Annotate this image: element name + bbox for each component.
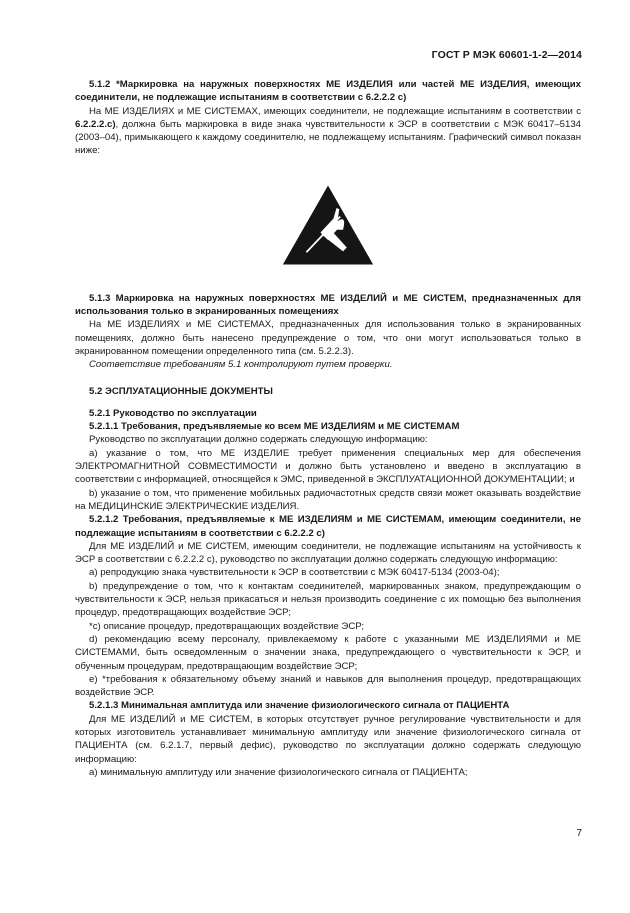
body-start: На МЕ ИЗДЕЛИЯХ и МЕ СИСТЕМАХ, имеющих соединители, не подлежащие испытаниям в соответствии с [89, 105, 581, 117]
section-5-1-3-heading: 5.1.3 Маркировка на наружных поверхностях МЕ ИЗДЕЛИЙ и МЕ СИСТЕМ, предназначенных для использования только в экранированных помещениях [75, 292, 581, 318]
section-5-2-1-1-intro: Руководство по эксплуатации должно содержать следующую информацию: [89, 434, 428, 446]
list-item: а) репродукцию знака чувствительности к ЭСР в соответствии с МЭК 60417-5134 (2003-04); [89, 567, 500, 579]
compliance-note: Соответствие требованиям 5.1 контролируют путем проверки. [89, 359, 393, 371]
list-item: d) рекомендацию всему персоналу, привлекаемому к работе с указанными МЕ ИЗДЕЛИЯМИ и МЕ СИСТЕМАМИ, быть осведомленным о значении знака, предупреждающего о чувствительности к ЭСР, и обученным процедурам, предотвращающим воздействие ЭСР; [75, 633, 581, 672]
body-end: , должна быть маркировка в виде знака чувствительности к ЭСР в соответствии с МЭК 60417–5134 (2003–04), примыкающего к каждому соединителю, не подлежащему испытаниям. Графический символ показан ниже: [75, 118, 581, 157]
section-5-1-2-heading: 5.1.2 *Маркировка на наружных поверхностях МЕ ИЗДЕЛИЯ или частей МЕ ИЗДЕЛИЯ, имеющих соединители, не подлежащие испытаниям в соответствии с 6.2.2.2 с) [75, 79, 581, 104]
esd-susceptibility-icon [281, 183, 375, 267]
list-item: а) минимальную амплитуду или значение физиологического сигнала от ПАЦИЕНТА; [89, 766, 468, 778]
list-item: *c) описание процедур, предотвращающих воздействие ЭСР; [89, 620, 365, 632]
clause-reference: 6.2.2.2.с) [75, 118, 116, 130]
section-5-1-3-body: На МЕ ИЗДЕЛИЯХ и МЕ СИСТЕМАХ, предназначенных для использования только в экранированных помещениях, должно быть нанесено предупреждение о том, что они могут использоваться только в экранированном помещении определенного типа (см. 5.2.2.3). [75, 319, 581, 357]
section-5-2-1-3-heading: 5.2.1.3 Минимальная амплитуда или значение физиологического сигнала от ПАЦИЕНТА [89, 700, 510, 712]
page-content [75, 78, 581, 779]
standard-header: ГОСТ Р МЭК 60601-1-2—2014 [431, 49, 582, 61]
section-5-2-1-2-intro: Для МЕ ИЗДЕЛИЙ и МЕ СИСТЕМ, имеющим соединители, не подлежащие испытаниям на устойчивость к ЭСР в соответствии с 6.2.2.2 с), руководство по эксплуатации должно содержать следующую информацию: [75, 540, 581, 566]
section-5-2-1-heading: 5.2.1 Руководство по эксплуатации [89, 407, 257, 419]
section-5-2-heading: 5.2 ЭСПЛУАТАЦИОННЫЕ ДОКУМЕНТЫ [89, 385, 273, 397]
list-item: е) *требования к обязательному объему знаний и навыков для выполнения процедур, предотвращающих воздействие ЭСР. [75, 673, 581, 699]
section-5-2-1-1-heading: 5.2.1.1 Требования, предъявляемые ко всем МЕ ИЗДЕЛИЯМ и МЕ СИСТЕМАМ [89, 421, 460, 433]
list-item: b) указание о том, что применение мобильных радиочастотных средств связи может оказывать воздействие на МЕДИЦИНСКИЕ ЭЛЕКТРИЧЕСКИЕ ИЗДЕЛИЯ. [75, 487, 581, 512]
list-item: а) указание о том, что МЕ ИЗДЕЛИЕ требует применения специальных мер для обеспечения ЭЛЕКТРОМАГНИТНОЙ СОВМЕСТИМОСТИ и должно быть установлено и введено в эксплуатацию в соответствии с информацией, относящейся к ЭМС, приведенной в ЭКСПЛУАТАЦИОННОЙ ДОКУМЕНТАЦИИ; и [75, 447, 581, 486]
section-5-1-2-body [75, 105, 581, 158]
section-5-2-1-2-heading: 5.2.1.2 Требования, предъявляемые к МЕ ИЗДЕЛИЯМ и МЕ СИСТЕМАМ, имеющим соединители, не подлежащие испытаниям в соответствии с 6.2.2.2 с) [75, 514, 581, 539]
page-number: 7 [576, 828, 582, 839]
esd-symbol-block [75, 158, 581, 292]
section-5-2-1-3-intro: Для МЕ ИЗДЕЛИЙ и МЕ СИСТЕМ, в которых отсутствует ручное регулирование чувствительности и для которых изготовитель устанавливает минимальную амплитуду или значение физиологического сигнала от ПАЦИЕНТА (см. 6.2.1.7, первый дефис), руководство по эксплуатации должно содержать следующую информацию: [75, 713, 581, 765]
list-item: b) предупреждение о том, что к контактам соединителей, маркированных знаком, предупреждающим о чувствительности к ЭСР, нельзя прикасаться и нельзя производить соединение с их помощью без выполнения процедур, предотвращающих воздействие ЭСР; [75, 580, 581, 619]
